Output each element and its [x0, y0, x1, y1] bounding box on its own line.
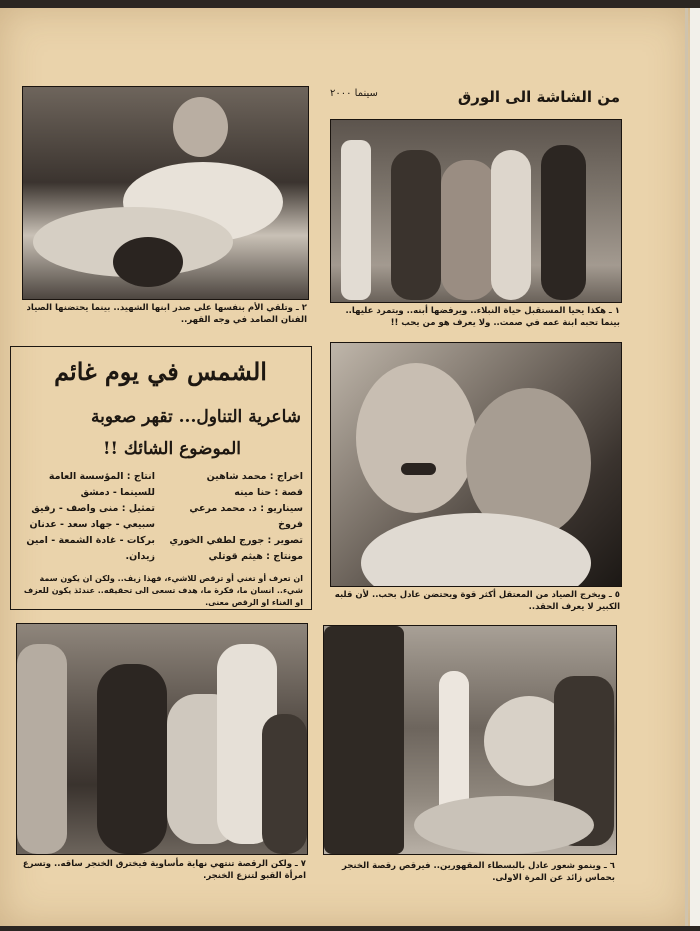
photo-mother-and-martyr: [22, 86, 309, 300]
credit-line: تمثيل : منى واصف - رفيق: [31, 503, 155, 514]
feature-box: [10, 346, 312, 610]
credit-line: فروخ: [278, 519, 303, 530]
photo-dance-ending: [16, 623, 308, 855]
page-fold: [685, 8, 688, 926]
credits-left: [17, 469, 155, 565]
caption-7: ٧ ـ ولكن الرقصة تنتهي نهاية مأساوية فيخترق الخنجر ساقه.. وتسرع امرأة القبو لتنزع الخنجر.: [22, 859, 306, 881]
caption-2: ٢ ـ وتلقي الأم بنفسها على صدر ابنها الشهيد.. بينما يحتضنها الصياد الفنان الصامد في وجه القهر..: [26, 303, 307, 325]
photo-noble-party: [330, 119, 622, 303]
feature-subtitle-1: شاعرية التناول... تقهر صعوبة: [90, 407, 301, 427]
credit-line: زيدان.: [125, 551, 155, 562]
credit-line: قصة : حنا مينه: [234, 487, 303, 498]
credit-line: سبيعي - جهاد سعد - عدنان: [29, 519, 155, 530]
caption-1: ١ ـ هكذا يحيا المستقبل حياة النبلاء.. ويرفضها أبنه.. ويتمرد عليها.. بينما تحبه ابنة عمه في صمت.. ولا يعرف هو من يحب !!: [345, 306, 620, 328]
photo-dagger-dance: [323, 625, 617, 855]
page-edge: [690, 8, 700, 926]
feature-subtitle-2: الموضوع الشائك !!: [103, 439, 241, 459]
caption-6: ٦ ـ وينمو شعور عادل بالبسطاء المقهورين.. فيرقص رقصة الخنجر بحماس زائد عن المرة الاولى.: [342, 861, 615, 883]
credit-line: اخراج : محمد شاهين: [206, 471, 303, 482]
credit-line: مونتاج : هيثم قوتلي: [208, 551, 303, 562]
feature-description: ان تعرف أو تغني أو ترقص للاشيء، فهذا زيف.. ولكن ان يكون سمة شيء.. انسان ما، فكرة ما، هدف تسعى الى تحقيقه.. عندئذ يكون للعزف او الغناء او الرقص معنى.: [23, 574, 303, 607]
section-title: من الشاشة الى الورق: [457, 88, 620, 106]
caption-5: ٥ ـ ويخرج الصياد من المعتقل أكثر قوة ويحتضن عادل بحب.. لأن قلبه الكبير لا يعرف الحقد..: [334, 590, 620, 612]
credit-line: بركات - غادة الشمعة - امين: [26, 535, 155, 546]
feature-title: الشمس في يوم غائم: [54, 357, 267, 386]
magazine-name: سينما ٢٠٠٠: [330, 88, 378, 99]
credit-line: تصوير : جورج لطفي الخوري: [169, 535, 303, 546]
photo-fisherman-embrace: [330, 342, 622, 587]
credit-line: للسينما - دمشق: [80, 487, 155, 498]
credits-right: [153, 469, 303, 565]
credit-line: سيناريو : د. محمد مرعي: [189, 503, 303, 514]
credit-line: انتاج : المؤسسة العامة: [48, 471, 155, 482]
